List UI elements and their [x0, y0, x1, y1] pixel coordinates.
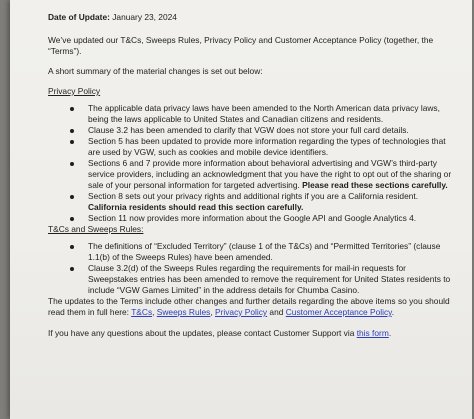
tcs-sweeps-heading: T&Cs and Sweeps Rules: [48, 224, 144, 234]
privacy-item [48, 158, 456, 191]
privacy-item [48, 213, 456, 224]
privacy-item [48, 136, 456, 158]
separator: , [152, 307, 157, 317]
update-date [48, 12, 456, 23]
closing-text: The updates to the Terms include other changes and further details regarding the above items so you should read them in full here: [48, 296, 450, 317]
questions-paragraph [48, 328, 456, 339]
separator: , [210, 307, 215, 317]
questions-end: . [388, 328, 392, 338]
privacy-item-text: Section 11 now provides more information about the Google API and Google Analytics 4. [88, 213, 417, 223]
date-label: Date of Update: [48, 12, 110, 22]
document-sheet [10, 0, 472, 419]
privacy-policy-link[interactable]: Privacy Policy [214, 307, 268, 317]
summary-line: A short summary of the material changes is set out below: [48, 66, 263, 76]
privacy-item-emphasis: Please read these sections carefully. [302, 180, 448, 190]
privacy-item [48, 125, 456, 136]
tcs-item-text: Clause 3.2(d) of the Sweeps Rules regarding the requirements for mail-in requests for Sweepstakes entries has been amended to remove the requirement for United States residents to include “VGW Games Limited” in the address details for Chumba Casino. [88, 263, 451, 295]
tcs-item-text: The definitions of “Excluded Territory” (clause 1 of the T&Cs) and “Permitted Territories” (clause 1.1(b) of the Sweeps Rules) have been amended. [88, 241, 441, 262]
privacy-item-emphasis: California residents should read this section carefully. [88, 202, 304, 212]
customer-acceptance-policy-link[interactable]: Customer Acceptance Policy [285, 307, 392, 317]
tcs-item [48, 263, 456, 296]
sweeps-rules-link[interactable]: Sweeps Rules [156, 307, 211, 317]
privacy-policy-heading: Privacy Policy [48, 86, 101, 96]
questions-text: If you have any questions about the updates, please contact Customer Support via [48, 328, 357, 338]
closing-paragraph [48, 296, 456, 318]
tcs-link[interactable]: T&Cs [131, 307, 153, 317]
privacy-item-text: Sections 6 and 7 provide more information about behavioral advertising and VGW’s third-party service providers, including an acknowledgment that you have the right to opt out of the sharing or sale of your personal information for targeted advertising. [88, 158, 452, 190]
privacy-item-text: Section 8 sets out your privacy rights and additional rights if you are a California resident. [88, 191, 419, 201]
privacy-item-text: The applicable data privacy laws have been amended to the North American data privacy laws, being the laws applicable to United States and Canadian citizens and residents. [88, 103, 440, 124]
privacy-changes-list [48, 103, 456, 224]
privacy-item-text: Clause 3.2 has been amended to clarify that VGW does not store your full card details. [88, 125, 409, 135]
closing-end: . [391, 307, 395, 317]
separator: and [267, 307, 286, 317]
privacy-item [48, 191, 456, 213]
tcs-item [48, 241, 456, 263]
tcs-changes-list [48, 241, 456, 296]
date-value: January 23, 2024 [112, 12, 177, 22]
privacy-item-text: Section 5 has been updated to provide more information regarding the types of technologies that are used by VGW, such as cookies and mobile device identifiers. [88, 136, 446, 157]
privacy-item [48, 103, 456, 125]
document-body [48, 12, 456, 339]
intro-paragraph: We’ve updated our T&Cs, Sweeps Rules, Privacy Policy and Customer Acceptance Policy (together, the “Terms”). [48, 35, 434, 56]
contact-form-link[interactable]: this form [356, 328, 389, 338]
